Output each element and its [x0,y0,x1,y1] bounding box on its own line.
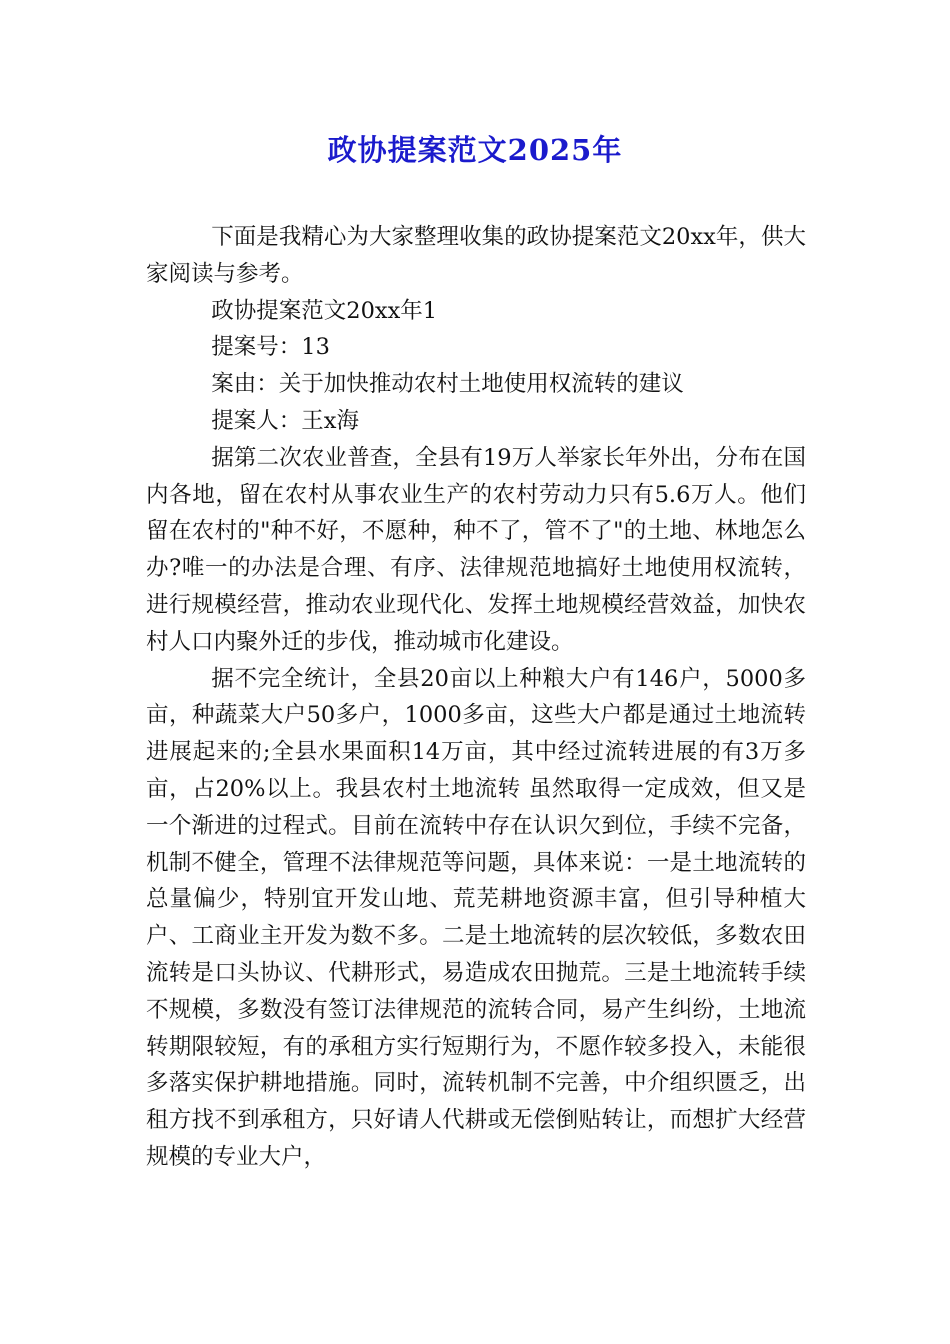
intro-paragraph: 下面是我精心为大家整理收集的政协提案范文20xx年，供大家阅读与参考。 [146,224,806,287]
proposer: 提案人：王x海 [211,407,359,434]
document-body [146,219,806,1176]
body-paragraph: 据不完全统计，全县20亩以上种粮大户有146户，5000多亩，种蔬菜大户50多户，1000多亩，这些大户都是通过土地流转进展起来的;全县水果面积14万亩，其中经过流转进展的有3万多亩，占20%以上。我县农村土地流转 虽然取得一定成效，但又是一个渐进的过程式。目前在流转中存在认识欠到位，手续不完备，机制不健全，管理不法律规范等问题，具体来说：一是土地流转的总量偏少，特别宜开发山地、荒芜耕地资源丰富，但引导种植大户、工商业主开发为数不多。二是土地流转的层次较低，多数农田流转是口头协议、代耕形式，易造成农田抛荒。三是土地流转手续不规模，多数没有签订法律规范的流转合同，易产生纠纷，土地流转期限较短，有的承租方实行短期行为，不愿作较多投入，未能很多落实保护耕地措施。同时，流转机制不完善，中介组织匮乏，出租方找不到承租方，只好请人代耕或无偿倒贴转让，而想扩大经营规模的专业大户， [146,665,806,1170]
proposal-subject: 案由：关于加快推动农村土地使用权流转的建议 [211,371,684,398]
document-title: 政协提案范文2025年 [327,133,623,167]
body-paragraph: 据第二次农业普查，全县有19万人举家长年外出，分布在国内各地，留在农村从事农业生产的农村劳动力只有5.6万人。他们留在农村的"种不好，不愿种，种不了，管不了"的土地、林地怎么办?唯一的办法是合理、有序、法律规范地搞好土地使用权流转，进行规模经营，推动农业现代化、发挥土地规模经营效益，加快农村人口内聚外迁的步伐，推动城市化建设。 [146,444,806,655]
proposal-number: 提案号：13 [211,334,330,361]
proposal-heading: 政协提案范文20xx年1 [211,297,438,324]
